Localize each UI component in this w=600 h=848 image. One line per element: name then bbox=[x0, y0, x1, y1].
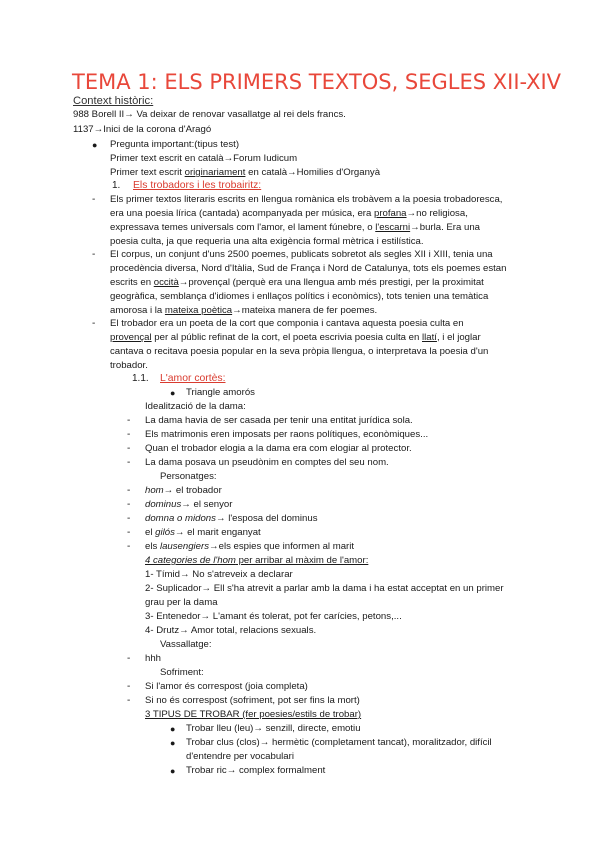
bullet-icon: ● bbox=[170, 388, 176, 398]
trobar-clus-line-2: d'entendre per vocabulari bbox=[186, 751, 294, 762]
dash-icon: - bbox=[127, 485, 131, 496]
dash-icon: - bbox=[92, 318, 96, 329]
trobar-lleu: Trobar lleu (leu)→ senzill, directe, emotiu bbox=[186, 723, 361, 734]
dash-icon: - bbox=[127, 429, 131, 440]
bullet-icon: ● bbox=[170, 738, 176, 748]
para-3-line-1: El trobador era un poeta de la cort que componia i cantava aquesta poesia culta en bbox=[110, 318, 464, 329]
personatge-4: el gilós→ el marit enganyat bbox=[145, 527, 261, 538]
para-3-line-3: cantava o recitava poesia popular en la seva pròpia llengua, o interpretava la poesia d'un bbox=[110, 346, 489, 357]
triangle-label: Triangle amorós bbox=[186, 387, 255, 398]
section-1-1-number: 1.1. bbox=[132, 373, 149, 384]
dash-icon: - bbox=[127, 513, 131, 524]
category-2-line-1: 2- Suplicador→ Ell s'ha atrevit a parlar amb la dama i ha estat acceptat en un primer bbox=[145, 583, 504, 594]
category-1: 1- Tímid→ No s'atreveix a declarar bbox=[145, 569, 293, 580]
para-3-line-4: trobador. bbox=[110, 360, 148, 371]
para-3-line-2: provençal per al públic refinat de la cort, el poeta escrivia poesia culta en llatí, i el joglar bbox=[110, 332, 481, 343]
dash-icon: - bbox=[127, 681, 131, 692]
section-1-1-heading: L'amor cortès: bbox=[160, 373, 226, 384]
trobar-ric: Trobar ric→ complex formalment bbox=[186, 765, 326, 776]
dash-icon: - bbox=[127, 653, 131, 664]
sofriment-label: Sofriment: bbox=[160, 667, 204, 678]
idealitzacio-label: Idealització de la dama: bbox=[145, 401, 246, 412]
question-line-2: Primer text escrit en català→Forum Iudicum bbox=[110, 153, 298, 164]
personatge-5: els lausengiers→els espies que informen al marit bbox=[145, 541, 355, 552]
category-3: 3- Entenedor→ L'amant és tolerat, pot fer carícies, petons,... bbox=[145, 611, 402, 622]
page-title: TEMA 1: ELS PRIMERS TEXTOS, SEGLES XII-XIV bbox=[72, 70, 562, 94]
para-1-line-2: era una poesia lírica (cantada) acompanyada per música, era profana→no religiosa, bbox=[110, 208, 468, 219]
sofriment-item-2: Si no és correspost (sofriment, pot ser fins la mort) bbox=[145, 695, 360, 706]
bullet-icon: ● bbox=[170, 724, 176, 734]
dash-icon: - bbox=[92, 194, 96, 205]
dama-line-4: La dama posava un pseudònim en comptes del seu nom. bbox=[145, 457, 389, 468]
para-1-line-3: expressava temes universals com l'amor, el lament fúnebre, o l'escarni→burla. Era una bbox=[110, 222, 480, 233]
trobar-clus-line-1: Trobar clus (clos)→ hermètic (completament tancat), moralitzador, difícil bbox=[186, 737, 492, 748]
dash-icon: - bbox=[127, 527, 131, 538]
para-2-line-4: geogràfica, semblança d'idiomes i enllaços polítics i econòmics), tots tenien una temàtica bbox=[110, 291, 489, 302]
dash-icon: - bbox=[127, 695, 131, 706]
bullet-icon: ● bbox=[170, 766, 176, 776]
personatge-2: dominus→ el senyor bbox=[145, 499, 233, 510]
vassallatge-label: Vassallatge: bbox=[160, 639, 212, 650]
dama-line-3: Quan el trobador elogia a la dama era com elogiar al protector. bbox=[145, 443, 412, 454]
personatges-label: Personatges: bbox=[160, 471, 217, 482]
para-1-line-4: poesia culta, ja que requeria una alta exigència formal mètrica i estilística. bbox=[110, 236, 424, 247]
para-1-line-1: Els primer textos literaris escrits en llengua romànica els trobàvem a la poesia trobadoresca, bbox=[110, 194, 503, 205]
section-1-heading: Els trobadors i les trobairitz: bbox=[133, 180, 262, 191]
dash-icon: - bbox=[127, 457, 131, 468]
categories-heading: 4 categories de l'hom per arribar al màxim de l'amor: bbox=[145, 555, 369, 566]
sofriment-item-1: Si l'amor és correspost (joia completa) bbox=[145, 681, 308, 692]
dash-icon: - bbox=[92, 249, 96, 260]
dash-icon: - bbox=[127, 443, 131, 454]
context-line-1: 988 Borell II→ Va deixar de renovar vasallatge al rei dels francs. bbox=[73, 109, 346, 120]
para-2-line-3: escrits en occità→provençal (perquè era una llengua amb més prestigi, per la proximitat bbox=[110, 277, 484, 288]
para-2-line-2: procedència diversa, Nord d'Itàlia, Sud de França i Nord de Catalunya, tots els poemes estan bbox=[110, 263, 507, 274]
dama-line-1: La dama havia de ser casada per tenir una entitat jurídica sola. bbox=[145, 415, 413, 426]
dash-icon: - bbox=[127, 415, 131, 426]
vassallatge-item: hhh bbox=[145, 653, 162, 664]
context-line-2: 1137→Inici de la corona d'Aragó bbox=[73, 124, 212, 135]
personatge-3: domna o midons→ l'esposa del dominus bbox=[145, 513, 318, 524]
question-line-1: Pregunta important:(tipus test) bbox=[110, 139, 240, 150]
dash-icon: - bbox=[127, 499, 131, 510]
personatge-1: hom→ el trobador bbox=[145, 485, 222, 496]
dash-icon: - bbox=[127, 541, 131, 552]
dama-line-2: Els matrimonis eren imposats per raons polítiques, econòmiques... bbox=[145, 429, 429, 440]
question-line-3: Primer text escrit originariament en català→Homilies d'Organyà bbox=[110, 167, 381, 178]
context-heading: Context històric: bbox=[73, 95, 154, 107]
para-2-line-5: amorosa i la mateixa poètica→mateixa manera de fer poemes. bbox=[110, 305, 378, 316]
category-4: 4- Drutz→ Amor total, relacions sexuals. bbox=[145, 625, 317, 636]
tipus-trobar-heading: 3 TIPUS DE TROBAR (fer poesies/estils de trobar) bbox=[145, 709, 362, 720]
para-2-line-1: El corpus, un conjunt d'uns 2500 poemes, publicats sobretot als segles XII i XIII, tenia una bbox=[110, 249, 493, 260]
bullet-icon: ● bbox=[92, 140, 98, 150]
category-2-line-2: grau per la dama bbox=[145, 597, 218, 608]
section-1-number: 1. bbox=[112, 180, 121, 191]
